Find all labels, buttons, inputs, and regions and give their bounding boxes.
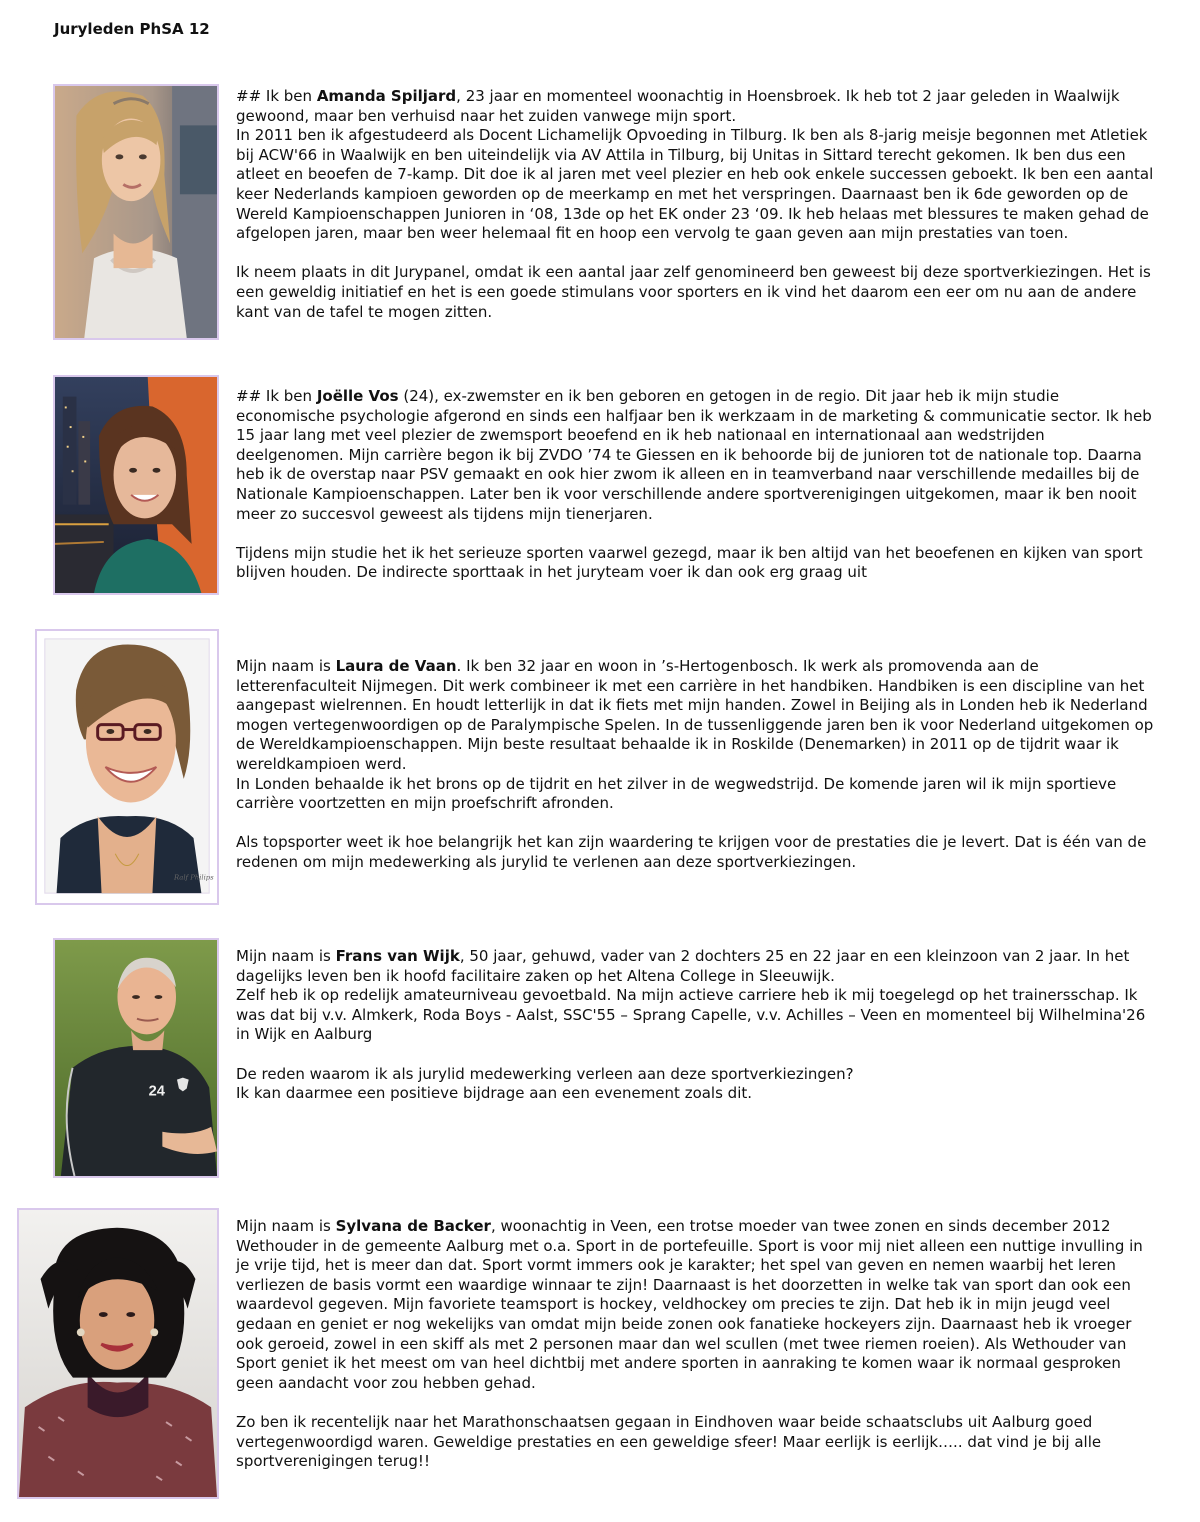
member-name: Laura de Vaan (335, 657, 457, 675)
bio-sylvana-de-backer (236, 1217, 1154, 1472)
page-title: Juryleden PhSA 12 (54, 20, 210, 38)
portrait-image (55, 377, 217, 593)
portrait-image (55, 940, 217, 1176)
photo-sylvana-de-backer (17, 1208, 219, 1499)
photo-laura-de-vaan (35, 629, 219, 905)
bio-text: De reden waarom ik als jurylid medewerking verleen aan deze sportverkiezingen? (236, 1064, 854, 1083)
bio-text: . Ik ben 32 jaar en woon in ’s-Hertogenbosch. Ik werk als promovenda aan de letterenfaculteit Nijmegen. Dit werk combineer ik met een carrière in het handbiken. Handbiken is een discipline van het aangepast wielrennen. En houdt letterlijk in dat ik fiets met mijn handen. Zowel in Beijing als in Londen heb ik Nederland mogen vertegenwoordigen op de Paralympische Spelen. In de tussenliggende jaren ben ik voor Nederland uitgekomen op de Wereldkampioenschappen. Mijn beste resultaat behaalde ik in Roskilde (Denemarken) in 2011 op de tijdrit waar ik wereldkampioen werd. (236, 657, 1154, 773)
portrait-image (37, 631, 217, 903)
bio-paragraph: Ik neem plaats in dit Jurypanel, omdat ik een aantal jaar zelf genomineerd ben geweest bij deze sportverkiezingen. Het is een geweldig initiatief en het is een goede stimulans voor sporters en ik vind het daarom een eer om nu aan de andere kant van de tafel te mogen zitten. (236, 263, 1151, 321)
bio-text: , 23 jaar en momenteel woonachtig in Hoensbroek. Ik heb tot 2 jaar geleden in Waalwijk gewoond, maar ben verhuisd naar het zuiden vanwege mijn sport. (236, 87, 1120, 125)
bio-frans-van-wijk (236, 947, 1154, 1104)
bio-paragraph (236, 657, 1154, 814)
bio-text: Zelf heb ik op redelijk amateurniveau gevoetbald. Na mijn actieve carriere heb ik mij toegelegd op het trainersschap. Ik was dat bij v.v. Almkerk, Roda Boys - Aalst, SSC'55 – Sprang Capelle, v.v. Achilles – Veen en momenteel bij Wilhelmina'26 in Wijk en Aalburg (236, 986, 1146, 1044)
bio-text: (24), ex-zwemster en ik ben geboren en getogen in de regio. Dit jaar heb ik mijn studie economische psychologie afgerond en sinds een halfjaar ben ik werkzaam in de marketing & communicatie sector. Ik heb 15 jaar lang met veel plezier de zwemsport beoefend en ik heb nationaal en internationaal aan wedstrijden deelgenomen. Mijn carrière begon ik bij ZVDO ’74 te Giessen en ik behoorde bij de junioren tot de nationale top. Daarna heb ik de overstap naar PSV gemaakt en ook hier zwom ik alleen en in teamverband naar verschillende medailles bij de Nationale Kampioenschappen. Later ben ik voor verschillende andere sportverenigingen uitgekomen, maar ik ben nooit meer zo succesvol geweest als tijdens mijn tienerjaren. (236, 387, 1152, 523)
bio-paragraph (236, 1065, 1154, 1104)
bio-text: ## Ik ben (236, 87, 317, 105)
bio-text: Mijn naam is (236, 657, 336, 675)
bio-paragraph: Als topsporter weet ik hoe belangrijk het kan zijn waardering te krijgen voor de prestaties die je levert. Dat is één van de redenen om mijn medewerking als jurylid te verlenen aan deze sportverkiezingen. (236, 833, 1147, 871)
bio-text: In Londen behaalde ik het brons op de tijdrit en het zilver in de wegwedstrijd. De komende jaren wil ik mijn sportieve carrière voortzetten en mijn proefschrift afronden. (236, 774, 1117, 813)
bio-paragraph: Tijdens mijn studie het ik het serieuze sporten vaarwel gezegd, maar ik ben altijd van het beoefenen en kijken van sport blijven houden. De indirecte sporttaak in het juryteam voer ik dan ook erg graag uit (236, 543, 1143, 582)
bio-amanda-spiljard (236, 87, 1154, 322)
bio-joelle-vos (236, 387, 1154, 583)
bio-text: ## Ik ben (236, 387, 317, 405)
bio-text: Mijn naam is (236, 1217, 336, 1235)
bio-laura-de-vaan (236, 657, 1154, 873)
photo-joelle-vos (53, 375, 219, 595)
bio-text: Mijn naam is (236, 947, 336, 965)
bio-text: In 2011 ben ik afgestudeerd als Docent Lichamelijk Opvoeding in Tilburg. Ik ben als 8-jarig meisje begonnen met Atletiek bij ACW'66 in Waalwijk en ben uiteindelijk via AV Attila in Tilburg, bij Unitas in Sittard terecht gekomen. Ik ben dus een atleet en beoefen de 7-kamp. Dit doe ik al jaren met veel plezier en heb ook enkele successen geboekt. Ik ben een aantal keer Nederlands kampioen geworden op de meerkamp en met het verspringen. Daarnaast ben ik 6de geworden op de Wereld Kampioenschappen Junioren in ‘08, 13de op het EK onder 23 ‘09. Ik heb helaas met blessures te maken gehad de afgelopen jaren, maar ben weer helemaal fit en hoop een vervolg te gaan geven aan mijn prestaties van toen. (236, 126, 1154, 243)
member-name: Joëlle Vos (316, 387, 399, 405)
bio-paragraph (236, 947, 1154, 1045)
bio-text: , woonachtig in Veen, een trotse moeder van twee zonen en sinds december 2012 Wethouder in de gemeente Aalburg met o.a. Sport in de portefeuille. Sport is voor mij niet alleen een nuttige invulling in je vrije tijd, het is meer dan dat. Sport vormt immers ook je karakter; het spel van geven en nemen waarbij het leren verliezen de basis vormt een waardige winnaar te zijn! Daarnaast is het doorzetten in welke tak van sport dan ook een waardevol gegeven. Mijn favoriete teamsport is hockey, veldhockey om precies te zijn. Dat heb ik in mijn jeugd veel gedaan en geniet er nog wekelijks van omdat mijn beide zonen ook fanatieke hockeyers zijn. Daarnaast heb ik vroeger ook geroeid, zowel in een skiff als met 2 personen maar dan wel scullen (met twee riemen roeien). Als Wethouder van Sport geniet ik het meest om van heel dichtbij met andere sporten in aanraking te komen waar ik normaal gesproken geen aandacht voor zou hebben gehad. (236, 1217, 1143, 1392)
bio-paragraph: Zo ben ik recentelijk naar het Marathonschaatsen gegaan in Eindhoven waar beide schaatsclubs uit Aalburg goed vertegenwoordigd waren. Geweldige prestaties en een geweldige sfeer! Maar eerlijk is eerlijk….. dat vind je bij alle sportverenigingen terug!! (236, 1412, 1102, 1471)
bio-text: Ik kan daarmee een positieve bijdrage aan een evenement zoals dit. (236, 1084, 753, 1103)
bio-paragraph (236, 387, 1154, 524)
shirt-number: 24 (148, 1083, 165, 1100)
bio-text: , 50 jaar, gehuwd, vader van 2 dochters 25 en 22 jaar en een kleinzoon van 2 jaar. In het dagelijks leven ben ik hoofd facilitaire zaken op het Altena College in Sleeuwijk. (236, 947, 1130, 985)
member-name: Frans van Wijk (335, 947, 460, 965)
portrait-image (19, 1210, 217, 1497)
member-name: Sylvana de Backer (335, 1217, 491, 1235)
bio-paragraph (236, 87, 1154, 244)
photo-amanda-spiljard (53, 84, 219, 340)
bio-paragraph (236, 1217, 1154, 1393)
member-name: Amanda Spiljard (316, 87, 457, 105)
photo-frans-van-wijk (53, 938, 219, 1178)
photo-signature: Ralf Philips (173, 873, 214, 882)
portrait-image (55, 86, 217, 338)
